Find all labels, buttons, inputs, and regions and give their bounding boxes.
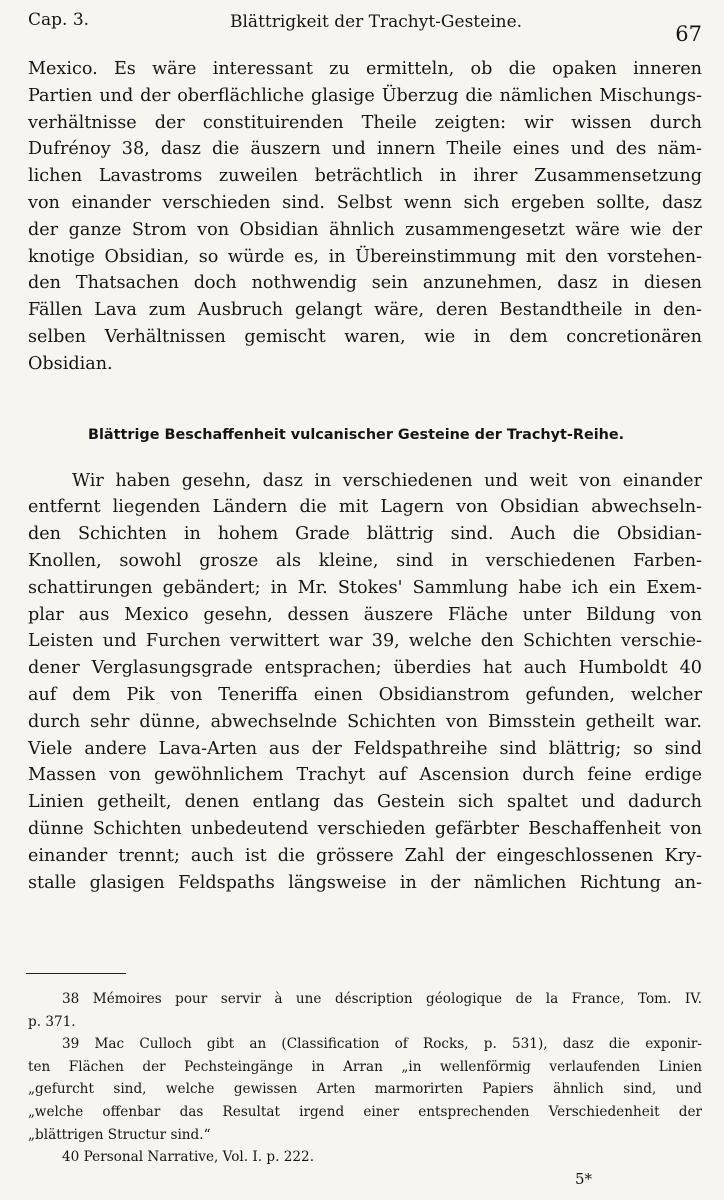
text-line: dener Verglasungsgrade entsprachen; überdies hat auch Humboldt 40 <box>28 658 702 679</box>
text-line: entfernt liegenden Ländern die mit Lagern von Obsidian abwechseln- <box>28 497 702 518</box>
paragraph <box>28 468 702 897</box>
text-line: Viele andere Lava-Arten aus der Feldspathreihe sind blättrig; so sind <box>28 738 702 759</box>
text-line: selben Verhältnissen gemischt waren, wie in dem concretionären <box>28 326 702 347</box>
text-line: einander trennt; auch ist die grössere Zahl der eingeschlossenen Kry- <box>28 845 702 866</box>
section-heading: Blättrige Beschaffenheit vulcanischer Gesteine der Trachyt-Reihe. <box>88 426 625 443</box>
text-line: den Schichten in hohem Grade blättrig sind. Auch die Obsidian- <box>28 524 702 545</box>
text-line: Linien getheilt, denen entlang das Gestein sich spaltet und dadurch <box>28 792 702 813</box>
text-line: von einander verschieden sind. Selbst wenn sich ergeben sollte, dasz <box>28 192 702 213</box>
text-line: verhältnisse der constituirenden Theile zeigten: wir wissen durch <box>28 112 702 133</box>
text-line: Knollen, sowohl grosze als kleine, sind in verschiedenen Farben- <box>28 550 702 571</box>
footnote-line: „welche offenbar das Resultat irgend einer entsprechenden Verschiedenheit der <box>28 1103 702 1120</box>
signature-mark: 5* <box>574 1170 592 1188</box>
page-number: 67 <box>675 22 702 46</box>
footnote-line: 38 Mémoires pour servir à une déscription géologique de la France, Tom. IV. <box>62 991 702 1007</box>
footnote-line: ten Flächen der Pechsteingänge in Arran „in wellenförmig verlaufenden Linien <box>28 1058 702 1075</box>
chapter-label: Cap. 3. <box>28 10 90 30</box>
text-line: durch sehr dünne, abwechselnde Schichten von Bimsstein getheilt war. <box>28 711 702 732</box>
text-line: dünne Schichten unbedeutend verschieden gefärbter Beschaffenheit von <box>28 818 702 839</box>
text-line: Partien und der oberflächliche glasige Überzug die nämlichen Mischungs- <box>28 85 702 106</box>
text-line: Leisten und Furchen verwittert war 39, welche den Schichten verschie- <box>28 631 702 652</box>
main-text <box>28 56 702 896</box>
footnote-line: p. 371. <box>28 1013 76 1030</box>
text-line: knotige Obsidian, so würde es, in Übereinstimmung mit den vorstehen- <box>28 246 702 267</box>
text-line: Mexico. Es wäre interessant zu ermitteln, ob die opaken inneren <box>28 59 702 79</box>
footnote-line: 39 Mac Culloch gibt an (Classification of Rocks, p. 531), dasz die exponir- <box>62 1036 702 1053</box>
footnote-line: „blättrigen Structur sind.“ <box>28 1126 211 1143</box>
text-line: Dufrénoy 38, dasz die äuszern und innern Theile eines und des näm- <box>28 139 702 160</box>
text-line: lichen Lavastroms zuweilen beträchtlich in ihrer Zusammensetzung <box>28 166 702 187</box>
text-line: schattirungen gebändert; in Mr. Stokes' Sammlung habe ich ein Exem- <box>28 577 702 598</box>
text-line: den Thatsachen doch nothwendig sein anzunehmen, dasz in diesen <box>28 273 702 294</box>
text-line: Fällen Lava zum Ausbruch gelangt wäre, deren Bestandtheile in den- <box>28 300 702 321</box>
text-line: auf dem Pik von Teneriffa einen Obsidianstrom gefunden, welcher <box>28 684 702 705</box>
paragraph-continued <box>28 56 702 378</box>
footnotes <box>28 988 702 1169</box>
text-line: Massen von gewöhnlichem Trachyt auf Ascension durch feine erdige <box>28 765 702 786</box>
text-line: Wir haben gesehn, dasz in verschiedenen und weit von einander <box>72 470 702 491</box>
footnote-rule <box>26 973 126 974</box>
footnote-line: 40 Personal Narrative, Vol. I. p. 222. <box>62 1149 315 1166</box>
footnote-line: „gefurcht sind, welche gewissen Arten marmorirten Papiers ähnlich sind, und <box>28 1081 702 1098</box>
running-header <box>28 10 702 44</box>
text-line: der ganze Strom von Obsidian ähnlich zusammengesetzt wäre wie der <box>28 219 702 240</box>
text-line: plar aus Mexico gesehn, dessen äuszere Fläche unter Bildung von <box>28 604 702 625</box>
text-line: stalle glasigen Feldspaths längsweise in der nämlichen Richtung an- <box>28 872 702 893</box>
text-line: Obsidian. <box>28 353 113 374</box>
running-title: Blättrigkeit der Trachyt-Gesteine. <box>230 12 523 32</box>
